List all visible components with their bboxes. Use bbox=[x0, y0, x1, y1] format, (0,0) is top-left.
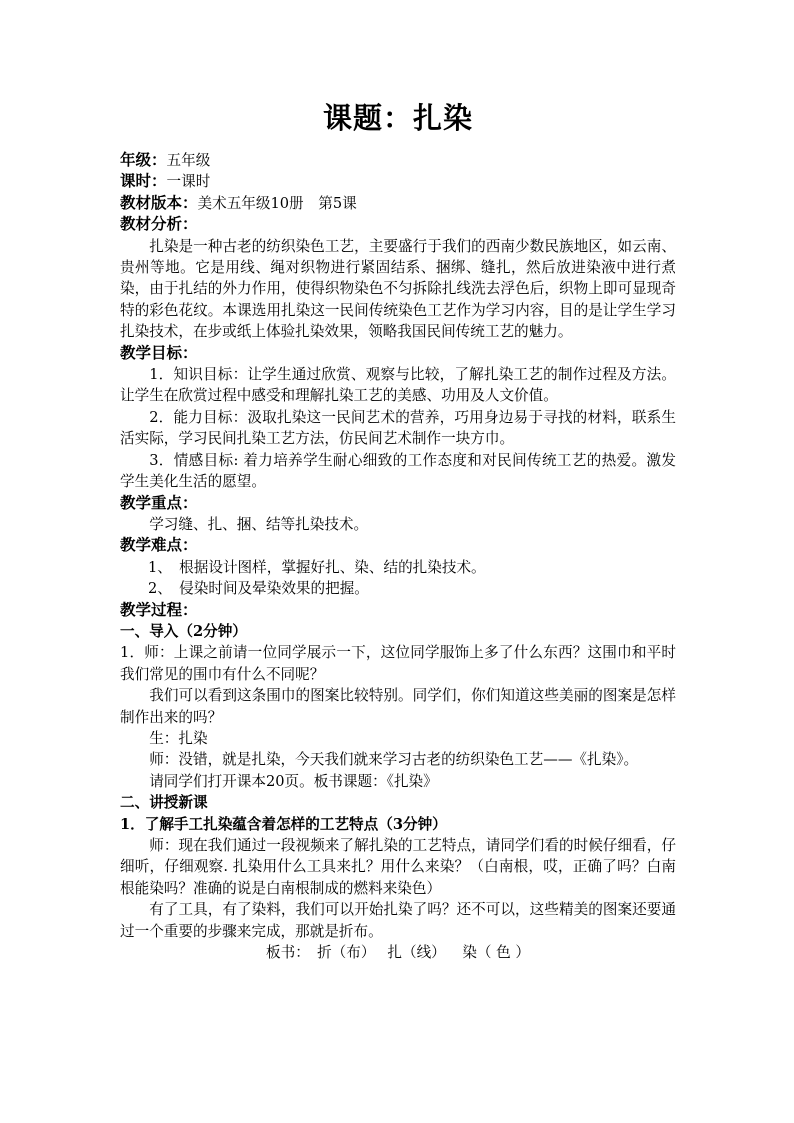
section1-line-4: 师：没错，就是扎染，今天我们就来学习古老的纺织染色工艺——《扎染》。 bbox=[149, 751, 639, 769]
analysis-text: 扎染是一种古老的纺织染色工艺，主要盛行于我们的西南少数民族地区，如云南、贵州等地。它是用线、绳对织物进行紧固结系、捆绑、缝扎，然后放进染液中进行煮染，由于扎结的外力作用，使得织物染色不匀拆除扎线洗去浮色后，织物上即可显现奇特的彩色花纹。本课选用扎染这一民间传统染色工艺作为学习内容，目的是让学生学习扎染技术，在步或纸上体验扎染效果，领略我国民间传统工艺的魅力。 bbox=[120, 237, 676, 341]
difficulty-item-1: 1、 根据设计图样，掌握好扎、染、结的扎染技术。 bbox=[148, 558, 486, 576]
process-heading: 教学过程： bbox=[120, 600, 198, 619]
lesson-hours-line bbox=[120, 171, 676, 192]
section2-line-2: 有了工具，有了染料，我们可以开始扎染了吗？还不可以，这些精美的图案还要通过一个重要的步骤来完成，那就是折布。 bbox=[120, 901, 676, 940]
grade-line bbox=[120, 150, 676, 171]
objective-item-3: 3．情感目标: 着力培养学生耐心细致的工作态度和对民间传统工艺的热爱。激发学生美化生活的愿望。 bbox=[120, 451, 676, 491]
analysis-heading: 教材分析： bbox=[120, 215, 198, 234]
board-writing: 板书： 折（布） 扎（线） 染（ 色 ） bbox=[266, 944, 530, 962]
lesson-hours-label: 课时： bbox=[120, 172, 167, 191]
key-points-heading: 教学重点： bbox=[120, 493, 198, 512]
section1-line-3: 生：扎染 bbox=[149, 729, 208, 747]
objectives-heading: 教学目标： bbox=[120, 343, 198, 362]
textbook-line bbox=[120, 193, 676, 214]
page-title: 课题：扎染 bbox=[322, 101, 473, 135]
section2-title: 二、讲授新课 bbox=[120, 794, 208, 812]
difficulty-item-2: 2、 侵染时间及晕染效果的把握。 bbox=[148, 580, 369, 598]
document-page bbox=[120, 0, 676, 963]
textbook-label: 教材版本： bbox=[120, 193, 198, 212]
textbook-value: 美术五年级10册 第5课 bbox=[197, 194, 357, 212]
section1-title: 一、导入（2分钟） bbox=[120, 622, 247, 640]
section2-line-1: 师：现在我们通过一段视频来了解扎染的工艺特点，请同学们看的时候仔细看，仔细听，仔细观察. 扎染用什么工具来扎？用什么来染？（白南根，哎，正确了吗？白南根能染吗？准确的说是白南根制成的燃料来染色） bbox=[120, 837, 676, 897]
key-points-text: 学习缝、扎、捆、结等扎染技术。 bbox=[149, 515, 369, 533]
section1-line-1: 1．师：上课之前请一位同学展示一下，这位同学服饰上多了什么东西？这围巾和平时我们常见的围巾有什么不同呢？ bbox=[120, 644, 676, 683]
difficulties-heading: 教学难点： bbox=[120, 536, 198, 555]
grade-value: 五年级 bbox=[166, 152, 211, 169]
section2-subtitle: 1．了解手工扎染蕴含着怎样的工艺特点（3分钟） bbox=[120, 815, 447, 833]
section1-line-2: 我们可以看到这条围巾的图案比较特别。同学们，你们知道这些美丽的图案是怎样制作出来的吗？ bbox=[120, 687, 676, 726]
objective-item-2: 2．能力目标：汲取扎染这一民间艺术的营养，巧用身边易于寻找的材料，联系生活实际，学习民间扎染工艺方法，仿民间艺术制作一块方巾。 bbox=[120, 408, 676, 448]
section1-line-5: 请同学们打开课本20页。板书课题：《扎染》 bbox=[149, 772, 438, 790]
grade-label: 年级： bbox=[120, 151, 167, 169]
objective-item-1: 1．知识目标：让学生通过欣赏、观察与比较，了解扎染工艺的制作过程及方法。让学生在欣赏过程中感受和理解扎染工艺的美感、功用及人文价值。 bbox=[120, 366, 676, 405]
lesson-hours-value: 一课时 bbox=[166, 173, 211, 191]
